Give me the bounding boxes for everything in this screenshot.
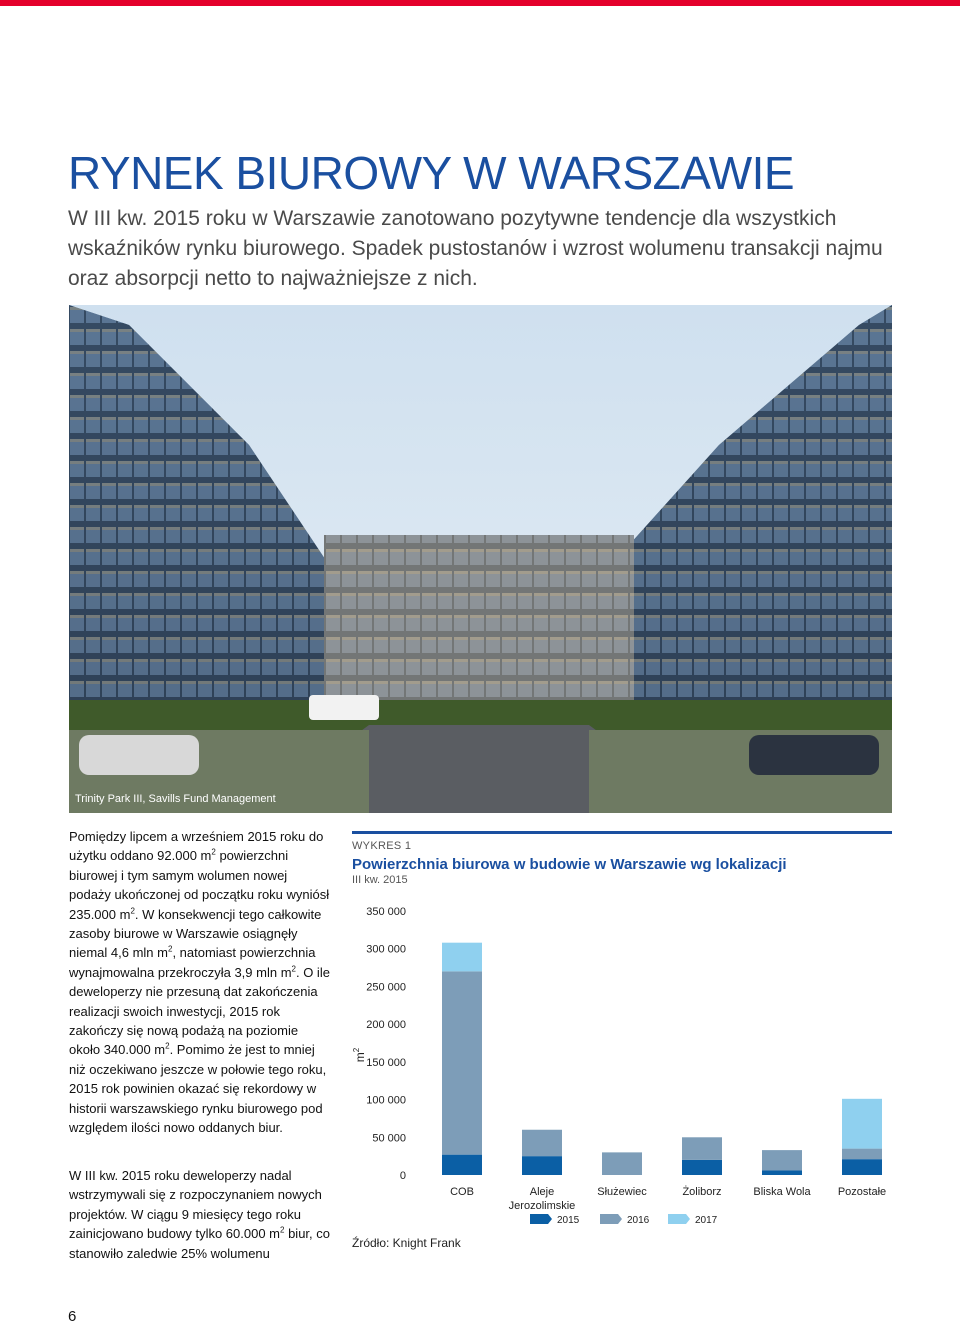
building-photo-illustration	[69, 305, 892, 813]
photo-caption: Trinity Park III, Savills Fund Management	[75, 793, 276, 805]
x-tick-label: Jerozolimskie	[508, 1200, 576, 1212]
building-photo	[69, 305, 892, 813]
y-tick-label: 0	[399, 1170, 406, 1182]
bar-segment-2015	[522, 1156, 562, 1175]
legend-label: 2016	[627, 1215, 650, 1226]
x-tick-label: Służewiec	[597, 1186, 647, 1198]
legend-swatch-2016	[600, 1214, 622, 1224]
y-tick-label: 200 000	[366, 1019, 406, 1032]
bar-segment-2015	[762, 1170, 802, 1175]
x-tick-label: COB	[450, 1186, 474, 1198]
bar-segment-2015	[842, 1159, 882, 1175]
legend-label: 2015	[557, 1215, 580, 1226]
bar-segment-2017	[842, 1099, 882, 1149]
chart-top-rule	[352, 831, 892, 834]
y-tick-label: 300 000	[366, 943, 406, 956]
y-tick-label: 350 000	[366, 906, 406, 918]
bar-segment-2015	[682, 1160, 722, 1175]
chart-title: Powierzchnia biurowa w budowie w Warszawie wg lokalizacji	[352, 856, 787, 873]
x-tick-label: Bliska Wola	[753, 1186, 811, 1198]
bar-segment-2016	[842, 1149, 882, 1160]
body-paragraph-2: W III kw. 2015 roku deweloperzy nadal wstrzymywali się z rozpoczynaniem nowych projektów. W ciągu 9 miesięcy tego roku zainicjowano budowy tylko 60.000 $m^2$ biur, co stanowiło zaledwie 25% wolumenu	[69, 1168, 330, 1261]
bar-segment-2016	[602, 1152, 642, 1175]
intro-text: W III kw. 2015 roku w Warszawie zanotowano pozytywne tendencje dla wszystkich wskaźników rynku biurowego. Spadek pustostanów i wzrost wolumenu transakcji najmu oraz absorpcji netto to najważniejsze z nich.	[68, 207, 883, 290]
y-tick-label: 100 000	[366, 1094, 406, 1107]
bar-segment-2017	[442, 943, 482, 972]
chart-subtitle: III kw. 2015	[352, 874, 408, 886]
page-number: 6	[68, 1308, 77, 1325]
page-title: RYNEK BIUROWY W WARSZAWIE	[68, 147, 795, 199]
bar-segment-2015	[442, 1155, 482, 1175]
y-axis-label: $m^2$	[352, 1047, 367, 1063]
bar-segment-2016	[442, 971, 482, 1154]
chart-source: Źródło: Knight Frank	[352, 1236, 461, 1250]
legend-swatch-2015	[530, 1214, 552, 1224]
legend-label: 2017	[695, 1215, 718, 1226]
y-tick-label: 150 000	[366, 1056, 406, 1069]
bar-segment-2016	[522, 1130, 562, 1156]
chart-label: WYKRES 1	[352, 840, 412, 852]
body-paragraph-1: Pomiędzy lipcem a wrześniem 2015 roku do użytku oddano 92.000 $m^2$ powierzchni biurowej i tym samym wolumen nowej podaży ukończonej od początku roku wyniósł 235.000 $m^2$. W konsekwencji tego całkowite zasoby biurowe w Warszawie osiągnęły niemal 4,6 mln $m^2$, natomiast powierzchnia wynajmowalna przekroczyła 3,9 mln $m^2$. O ile deweloperzy nie przesuną dat zakończenia realizacji swoich inwestycji, 2015 rok zakończy się nową podażą na poziomie około 340.000 $m^2$. Pomimo że jest to mniej niż oczekiwano jeszcze w połowie tego roku, 2015 rok powinien okazać się rekordowy w historii warszawskiego rynku biurowego pod względem ilości nowo oddanych biur.	[69, 829, 330, 1136]
legend-swatch-2017	[668, 1214, 690, 1224]
x-tick-label: Aleje	[529, 1186, 555, 1198]
y-tick-label: 50 000	[372, 1132, 406, 1145]
x-tick-label: Żoliborz	[682, 1186, 722, 1198]
x-tick-label: Pozostałe	[837, 1186, 887, 1198]
bar-segment-2016	[762, 1150, 802, 1170]
bar-segment-2016	[682, 1137, 722, 1160]
top-accent-bar	[0, 0, 960, 6]
bar-chart	[340, 895, 892, 1235]
y-tick-label: 250 000	[366, 981, 406, 994]
